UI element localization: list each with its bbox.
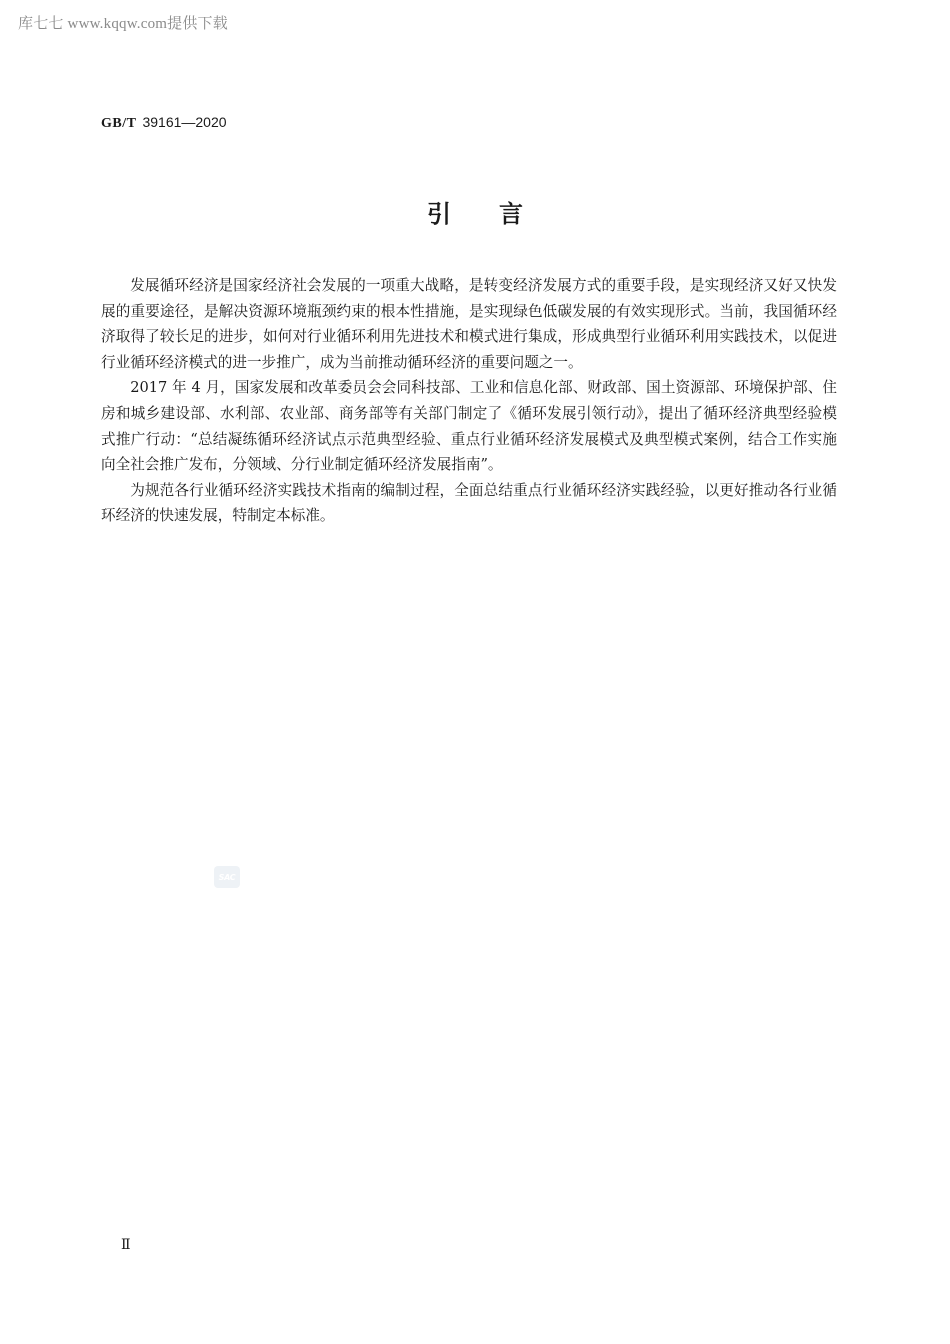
page-number: Ⅱ: [121, 1238, 131, 1253]
introduction-body: [101, 273, 837, 529]
standard-number: 39161—2020: [142, 114, 227, 130]
paragraph: 2017 年 4 月，国家发展和改革委员会会同科技部、工业和信息化部、财政部、国土资源部、环境保护部、住房和城乡建设部、水利部、农业部、商务部等有关部门制定了《循环发展引领行动》，提出了循环经济典型经验模式推广行动：“总结凝练循环经济试点示范典型经验、重点行业循环经济发展模式及典型模式案例，结合工作实施向全社会推广发布，分领域、分行业制定循环经济发展指南”。: [101, 379, 837, 474]
standard-code: GB/T: [101, 116, 137, 131]
page-title: 引言: [427, 200, 571, 228]
watermark-text: 库七七 www.kqqw.com提供下载: [18, 16, 228, 32]
paragraph: 发展循环经济是国家经济社会发展的一项重大战略，是转变经济发展方式的重要手段，是实现经济又好又快发展的重要途径，是解决资源环境瓶颈约束的根本性措施，是实现绿色低碳发展的有效实现形式。当前，我国循环经济取得了较长足的进步，如何对行业循环利用先进技术和模式进行集成，形成典型行业循环利用实践技术，以促进行业循环经济模式的进一步推广，成为当前推动循环经济的重要问题之一。: [101, 277, 837, 371]
standard-header: [101, 114, 227, 132]
paragraph: 为规范各行业循环经济实践技术指南的编制过程，全面总结重点行业循环经济实践经验，以更好推动各行业循环经济的快速发展，特制定本标准。: [101, 481, 837, 525]
sac-logo-icon: SAC: [214, 866, 240, 888]
